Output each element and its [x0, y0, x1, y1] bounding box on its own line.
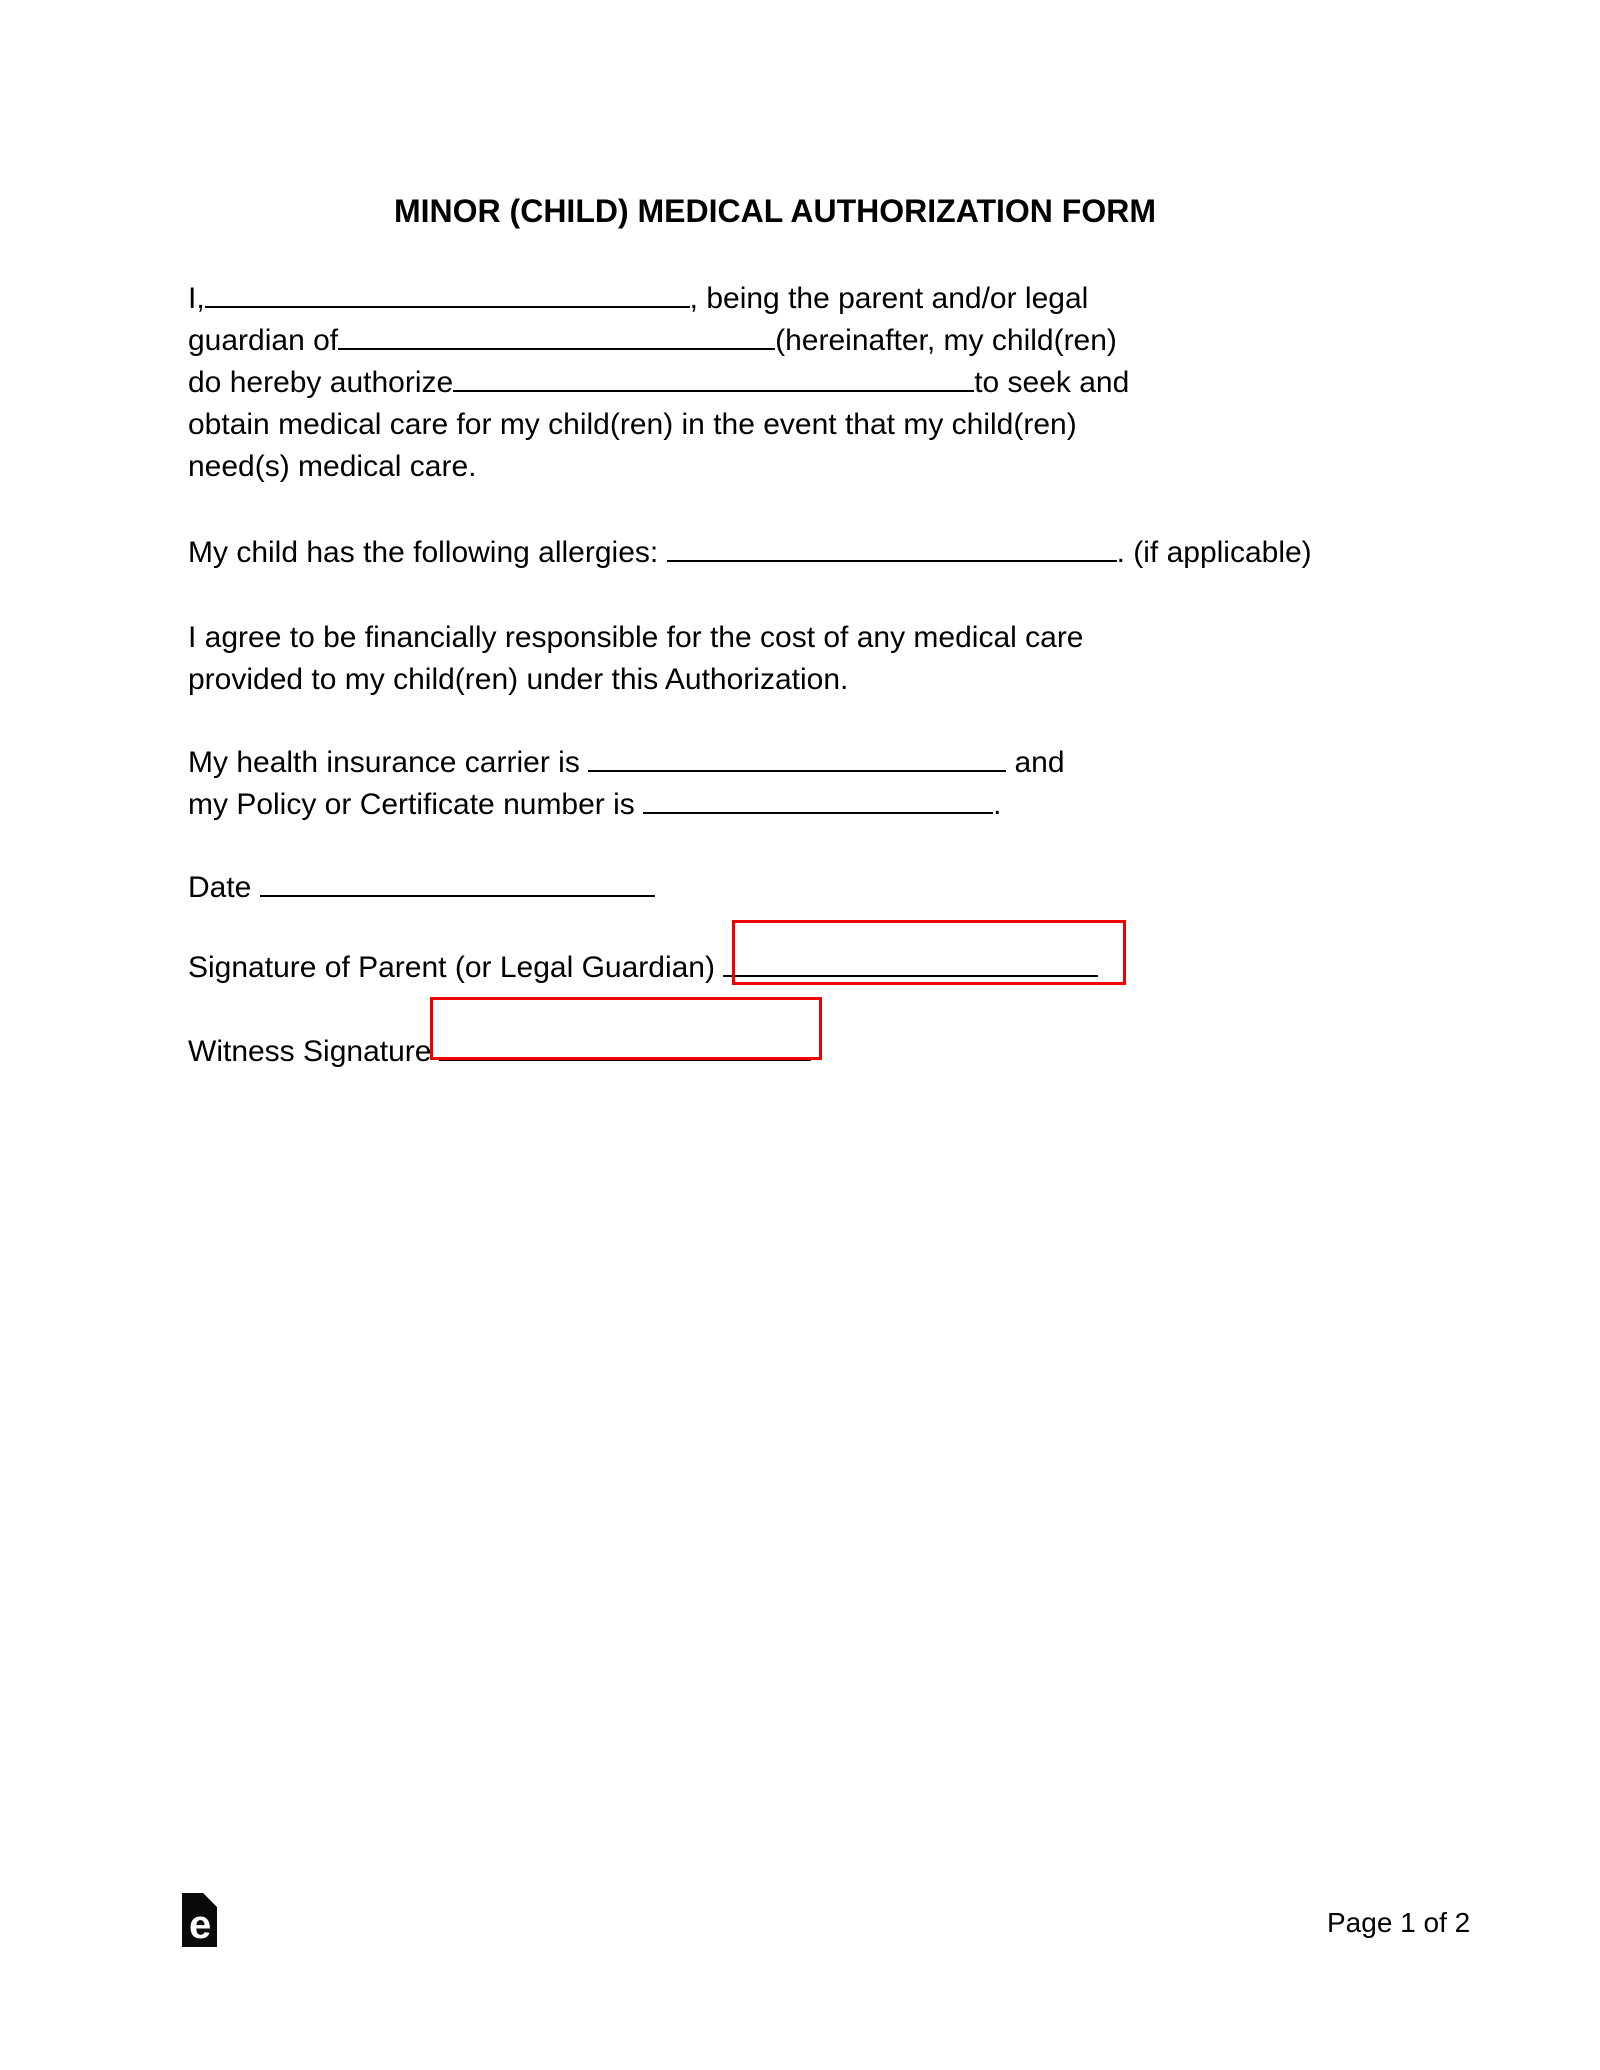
date-blank[interactable]: [260, 894, 655, 897]
financial-line2: provided to my child(ren) under this Authorization.: [188, 663, 849, 696]
document-icon: [182, 1893, 217, 1947]
form-line: [188, 659, 1084, 701]
insurance-carrier-blank[interactable]: [588, 769, 1006, 772]
p1-line2-pre: guardian of: [188, 324, 339, 357]
allergies-pre: My child has the following allergies:: [188, 536, 667, 569]
p1-line4: obtain medical care for my child(ren) in the event that my child(ren): [188, 408, 1077, 441]
form-line: [188, 320, 1129, 362]
form-line: [188, 867, 655, 909]
financial-line1: I agree to be financially responsible for the cost of any medical care: [188, 621, 1084, 654]
p1-line2-post: (hereinafter, my child(ren): [775, 324, 1117, 357]
form-line: [188, 446, 1129, 488]
p1-line1-pre: I,: [188, 282, 205, 315]
parent-signature-field-highlight[interactable]: [732, 920, 1126, 985]
form-title: MINOR (CHILD) MEDICAL AUTHORIZATION FORM: [394, 193, 1156, 229]
policy-number-blank[interactable]: [643, 811, 993, 814]
parent-signature-label: Signature of Parent (or Legal Guardian): [188, 951, 715, 984]
insurance-line1-post: and: [1006, 746, 1065, 779]
p1-line3-pre: do hereby authorize: [188, 366, 454, 399]
p1-line1-post: , being the parent and/or legal: [689, 282, 1089, 315]
form-line: [188, 784, 1065, 826]
date-label: Date: [188, 871, 260, 904]
paragraph-authorization: [188, 278, 1129, 488]
form-line: [188, 617, 1084, 659]
insurance-line1-pre: My health insurance carrier is: [188, 746, 589, 779]
form-line: [188, 362, 1129, 404]
form-line: [188, 278, 1129, 320]
paragraph-financial: [188, 617, 1084, 701]
form-line: [188, 742, 1065, 784]
child-name-blank[interactable]: [338, 347, 775, 350]
witness-signature-field-highlight[interactable]: [430, 997, 822, 1060]
allergies-blank[interactable]: [667, 559, 1117, 562]
date-row: [188, 867, 655, 909]
form-line: [188, 532, 1312, 574]
page-number: Page 1 of 2: [1327, 1907, 1471, 1938]
witness-signature-label: Witness Signature: [188, 1035, 432, 1068]
allergies-post: . (if applicable): [1116, 536, 1312, 569]
parent-name-blank[interactable]: [205, 305, 690, 308]
authorized-person-blank[interactable]: [453, 389, 974, 392]
p1-line3-post: to seek and: [974, 366, 1130, 399]
insurance-line2-pre: my Policy or Certificate number is: [188, 788, 644, 821]
paragraph-insurance: [188, 742, 1065, 826]
logo-letter: e: [189, 1903, 212, 1947]
form-line: [188, 404, 1129, 446]
p1-line5: need(s) medical care.: [188, 450, 477, 483]
eforms-logo: [182, 1893, 217, 1947]
insurance-line2-post: .: [993, 788, 1002, 821]
paragraph-allergies: [188, 532, 1312, 574]
